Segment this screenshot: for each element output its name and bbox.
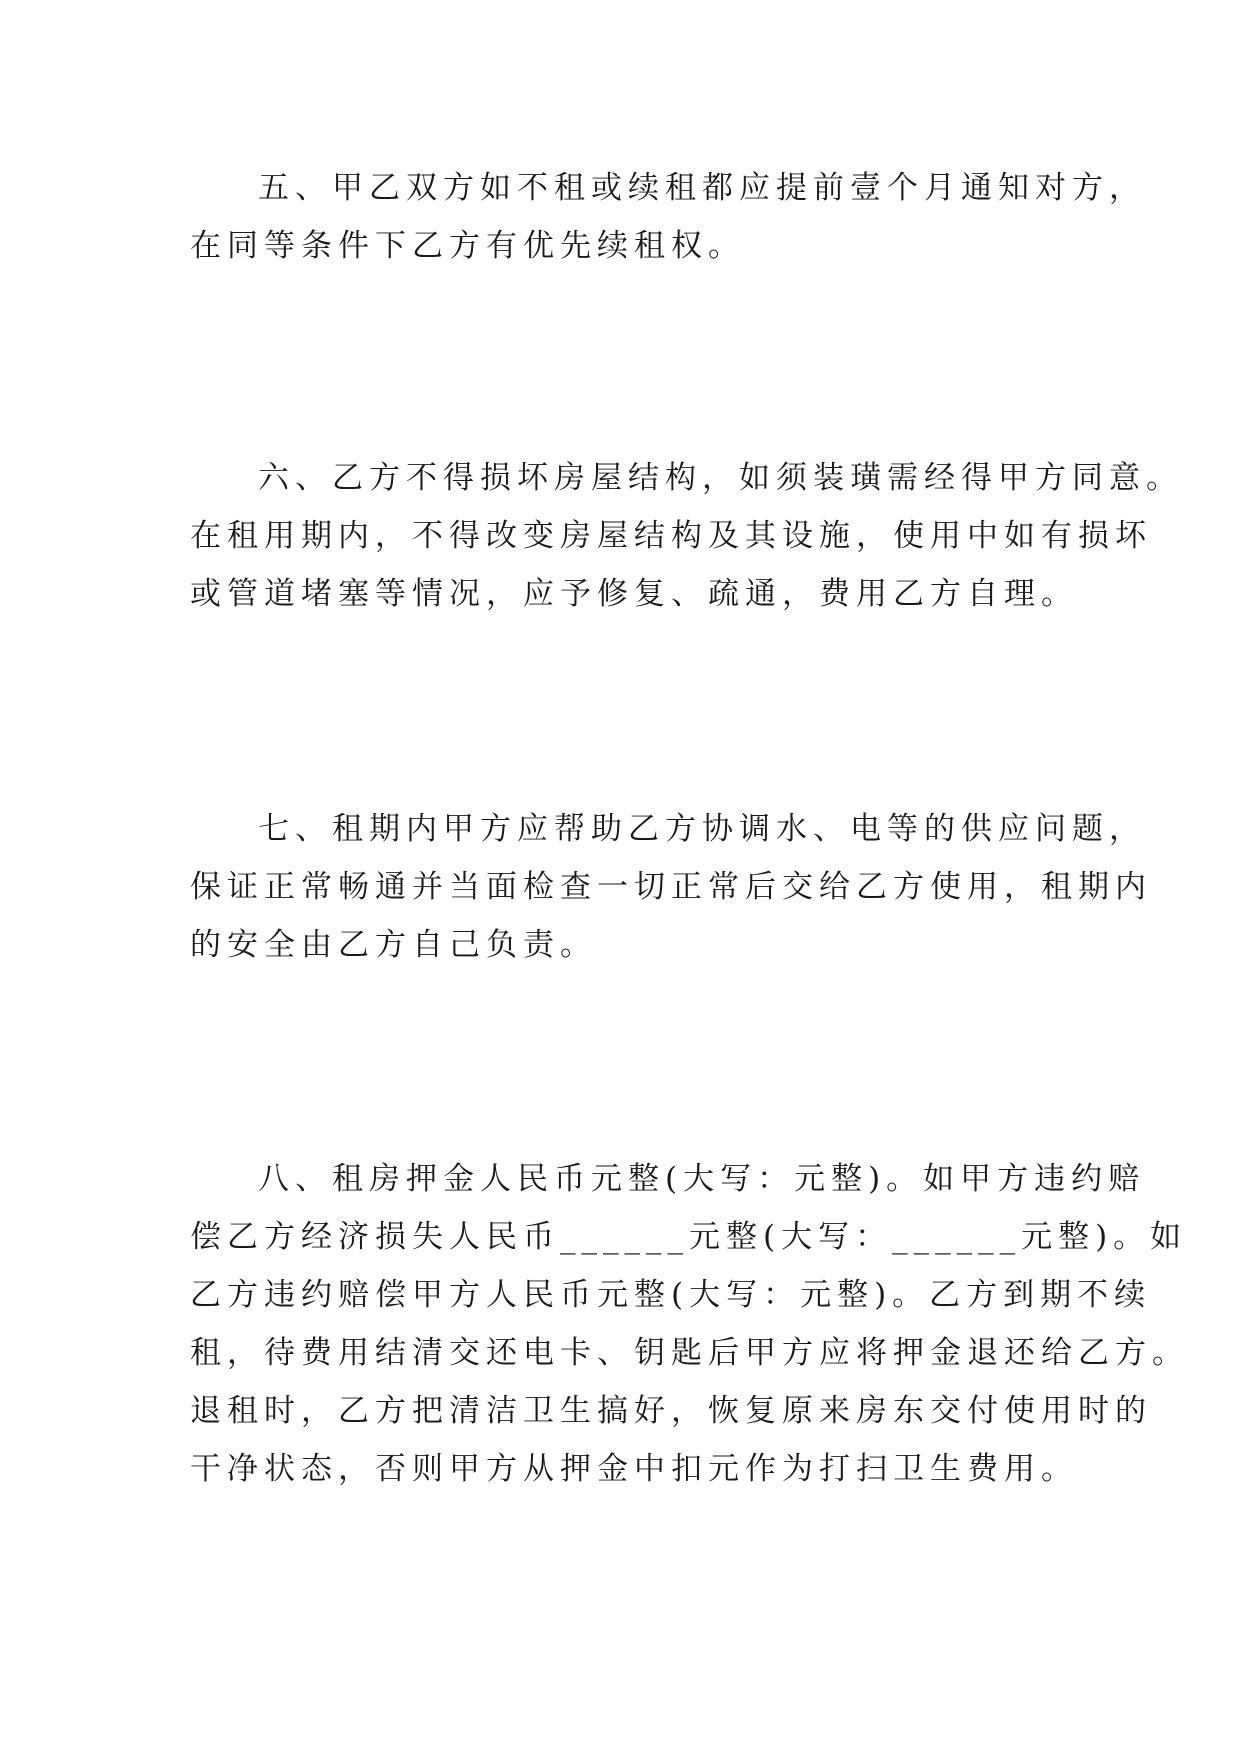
clause-eight-line-3: 乙方违约赔偿甲方人民币元整(大写：元整)。乙方到期不续 xyxy=(190,1277,1152,1313)
clause-eight-line-4: 租，待费用结清交还电卡、钥匙后甲方应将押金退还给乙方。 xyxy=(190,1335,1189,1371)
clause-six-line-1: 六、乙方不得损坏房屋结构，如须装璜需经得甲方同意。 xyxy=(258,460,1183,496)
clause-six-line-2: 在租用期内，不得改变房屋结构及其设施，使用中如有损坏 xyxy=(190,518,1152,554)
clause-eight-line-1: 八、租房押金人民币元整(大写：元整)。如甲方违约赔 xyxy=(258,1161,1146,1197)
clause-five xyxy=(190,159,1146,275)
clause-seven-line-2: 保证正常畅通并当面检查一切正常后交给乙方使用，租期内 xyxy=(190,869,1152,905)
clause-seven xyxy=(190,800,1152,974)
clause-eight-line-2: 偿乙方经济损失人民币______元整(大写：______元整)。如 xyxy=(190,1219,1188,1255)
clause-seven-line-3: 的安全由乙方自己负责。 xyxy=(190,927,597,963)
clause-seven-line-1: 七、租期内甲方应帮助乙方协调水、电等的供应问题， xyxy=(258,811,1146,847)
clause-six-line-3: 或管道堵塞等情况，应予修复、疏通，费用乙方自理。 xyxy=(190,576,1078,612)
clause-eight-line-6: 干净状态，否则甲方从押金中扣元作为打扫卫生费用。 xyxy=(190,1451,1078,1487)
clause-six xyxy=(190,449,1183,623)
clause-five-line-1: 五、甲乙双方如不租或续租都应提前壹个月通知对方， xyxy=(258,170,1146,206)
clause-five-line-2: 在同等条件下乙方有优先续租权。 xyxy=(190,228,745,264)
clause-eight-line-5: 退租时，乙方把清洁卫生搞好，恢复原来房东交付使用时的 xyxy=(190,1393,1152,1429)
clause-eight xyxy=(190,1150,1189,1498)
